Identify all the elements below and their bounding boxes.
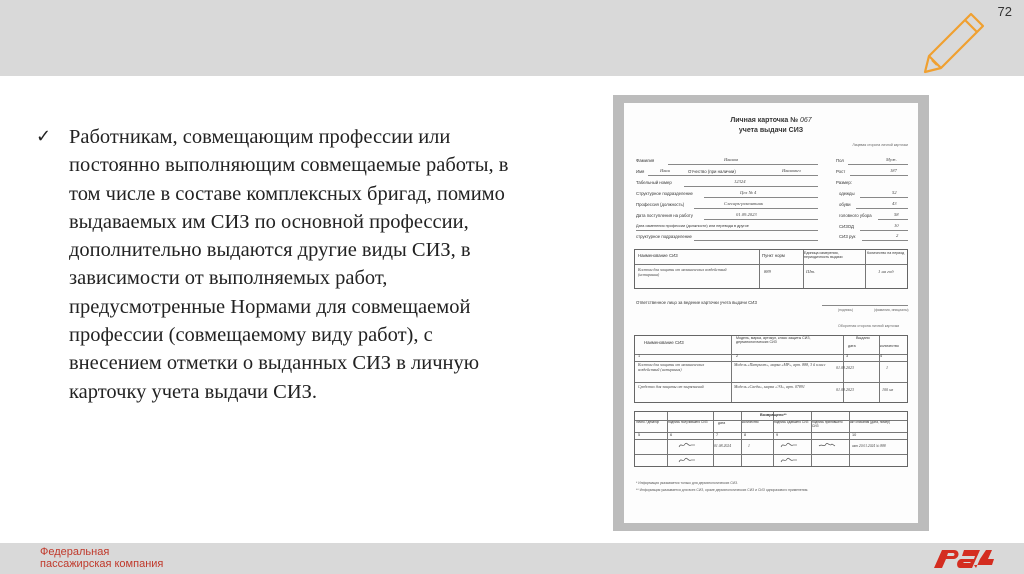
handwritten-signature	[780, 457, 798, 463]
field-value: Иванов	[724, 157, 739, 162]
field-value: 12324	[734, 179, 746, 184]
table-header: акт списания (дата, номер)	[850, 420, 891, 424]
footnote: * Информация указывается только для дерматологических СИЗ.	[636, 481, 739, 485]
table-cell: Средство для защиты от загрязнений	[638, 384, 704, 389]
column-number: 9	[776, 433, 779, 437]
page-number: 72	[997, 4, 1012, 19]
field-label: одежды	[839, 191, 855, 196]
field-label: головного убора	[839, 213, 872, 218]
company-name: Федеральная пассажирская компания	[40, 546, 164, 570]
card-title: Личная карточка № 067 учета выдачи СИЗ	[730, 117, 812, 134]
field-value: 43	[892, 201, 897, 206]
table-header: количество	[742, 420, 759, 424]
rzd-logo	[930, 546, 996, 572]
column-number: 5	[638, 433, 641, 437]
field-value: Иван	[660, 168, 670, 173]
column-number: 1	[638, 354, 641, 358]
field-value: 58	[894, 212, 899, 217]
field-label: структурное подразделение	[636, 234, 692, 239]
card-side-note: Лицевая сторона личной карточки	[852, 143, 908, 147]
table-header: Количество на период	[867, 251, 905, 255]
responsible-label: Ответственное лицо за ведение карточки учета выдачи СИЗ	[636, 300, 757, 305]
field-value: Слесарь-ремонтник	[724, 201, 764, 206]
table-cell: Модель «Патриот», марка «МР», арт. 888, 3 й класс	[734, 362, 826, 367]
field-value: Цех № 4	[740, 190, 757, 195]
column-number: 4	[880, 354, 883, 358]
table-cell: 889	[764, 269, 771, 274]
column-number: 10	[852, 433, 857, 437]
table-header: дата	[718, 421, 726, 425]
field-label: Рост	[836, 169, 846, 174]
table-header: дата	[848, 344, 856, 348]
personal-card-image	[624, 103, 918, 523]
field-label: Профессия (должность)	[636, 202, 685, 207]
table-header: подпись сдавшего СИЗ	[774, 420, 809, 424]
field-value: 2	[896, 233, 899, 238]
column-number: 3	[846, 354, 849, 358]
table-cell: 01.09.2023	[836, 365, 854, 370]
checkmark-icon: ✓	[36, 126, 52, 147]
field-label: Табельный номер	[636, 180, 672, 185]
table-header: Единица измерения, периодичность выдачи	[804, 251, 843, 259]
field-label: обуви	[839, 202, 851, 207]
table-header: подпись получившего СИЗ	[668, 420, 708, 424]
field-value: 187	[890, 168, 897, 173]
field-label: СИЗОД	[839, 224, 854, 229]
table-cell: 01.08.2024	[714, 444, 732, 448]
field-value: Муж.	[886, 157, 898, 162]
table-cell: акт 20.01.2024 № 888	[852, 444, 886, 448]
table-cell: Костюм для защиты от механических воздействий (истирания)	[638, 362, 705, 372]
table-cell: Костюм для защиты от механических воздействий (истирания)	[638, 267, 727, 277]
header-band	[0, 0, 1024, 76]
table-cell: 1	[748, 444, 750, 448]
field-value: 10	[894, 223, 899, 228]
field-label: Имя	[636, 169, 645, 174]
field-label: СИЗ рук	[839, 234, 856, 239]
table-header: Наименование СИЗ	[644, 340, 684, 345]
field-label: Размер:	[836, 180, 852, 185]
field-label: Структурное подразделение	[636, 191, 693, 196]
table-header: лично / дезатор	[636, 420, 660, 424]
signature-caption: (подпись)	[838, 308, 854, 312]
footnote: ** Информация указывается для всех СИЗ, кроме дерматологических СИЗ и СИЗ одноразового применения.	[636, 488, 809, 492]
field-label: Отчество (при наличии)	[688, 169, 736, 174]
table-header: Выдано	[856, 336, 870, 340]
back-side-note: Оборотная сторона личной карточки	[838, 324, 900, 328]
table-header: Модель, марка, артикул, класс защиты СИЗ, дерматологических СИЗ	[736, 336, 811, 344]
handwritten-signature	[678, 442, 696, 448]
table-header: Возвращено**	[760, 413, 787, 417]
column-number: 6	[670, 433, 673, 437]
name-caption: (фамилия, инициалы)	[874, 308, 909, 312]
field-label: Дата поступления на работу	[636, 213, 693, 218]
table-header: Наименование СИЗ	[638, 253, 678, 258]
column-number: 2	[736, 354, 739, 358]
handwritten-signature	[818, 442, 836, 448]
table-header: количество	[880, 344, 899, 348]
table-header: Пункт норм	[762, 253, 785, 258]
field-label: Фамилия	[636, 158, 655, 163]
table-cell: 01.09.2023	[836, 387, 854, 392]
table-header: подпись принявшего СИЗ	[812, 420, 843, 428]
field-label: Пол	[836, 158, 844, 163]
table-cell: 1	[886, 365, 888, 370]
field-value: 52	[892, 190, 897, 195]
field-value: Иванович	[782, 168, 801, 173]
handwritten-signature	[780, 442, 798, 448]
table-cell: Шт.	[806, 269, 816, 274]
handwritten-signature	[678, 457, 696, 463]
column-number: 7	[716, 433, 719, 437]
bullet-paragraph: Работникам, совмещающим профессии или постоянно выполняющим совмещаемые работы, в том числе в составе комплексных бригад, помимо выдаваемых им СИЗ по основной профессии, дополнительно выдаются другие виды СИЗ, в зависимости от выполняемых работ, предусмотренные Нормами для совмещаемой профессии (совмещаемому виду работ), с внесением отметки о выданных СИЗ в личную карточку учета выдачи СИЗ.	[69, 126, 509, 403]
column-number: 8	[744, 433, 747, 437]
field-value: 01.09.2023	[736, 212, 757, 217]
pencil-icon	[917, 8, 989, 80]
table-cell: 100 мл	[882, 387, 894, 392]
table-cell: Модель «Саеда», марка «ЭЗ», арт. 07891	[734, 384, 805, 389]
table-cell: 1 на год	[878, 269, 894, 274]
field-label: Дата изменения профессии (должности) или перевода в другое	[636, 224, 749, 228]
